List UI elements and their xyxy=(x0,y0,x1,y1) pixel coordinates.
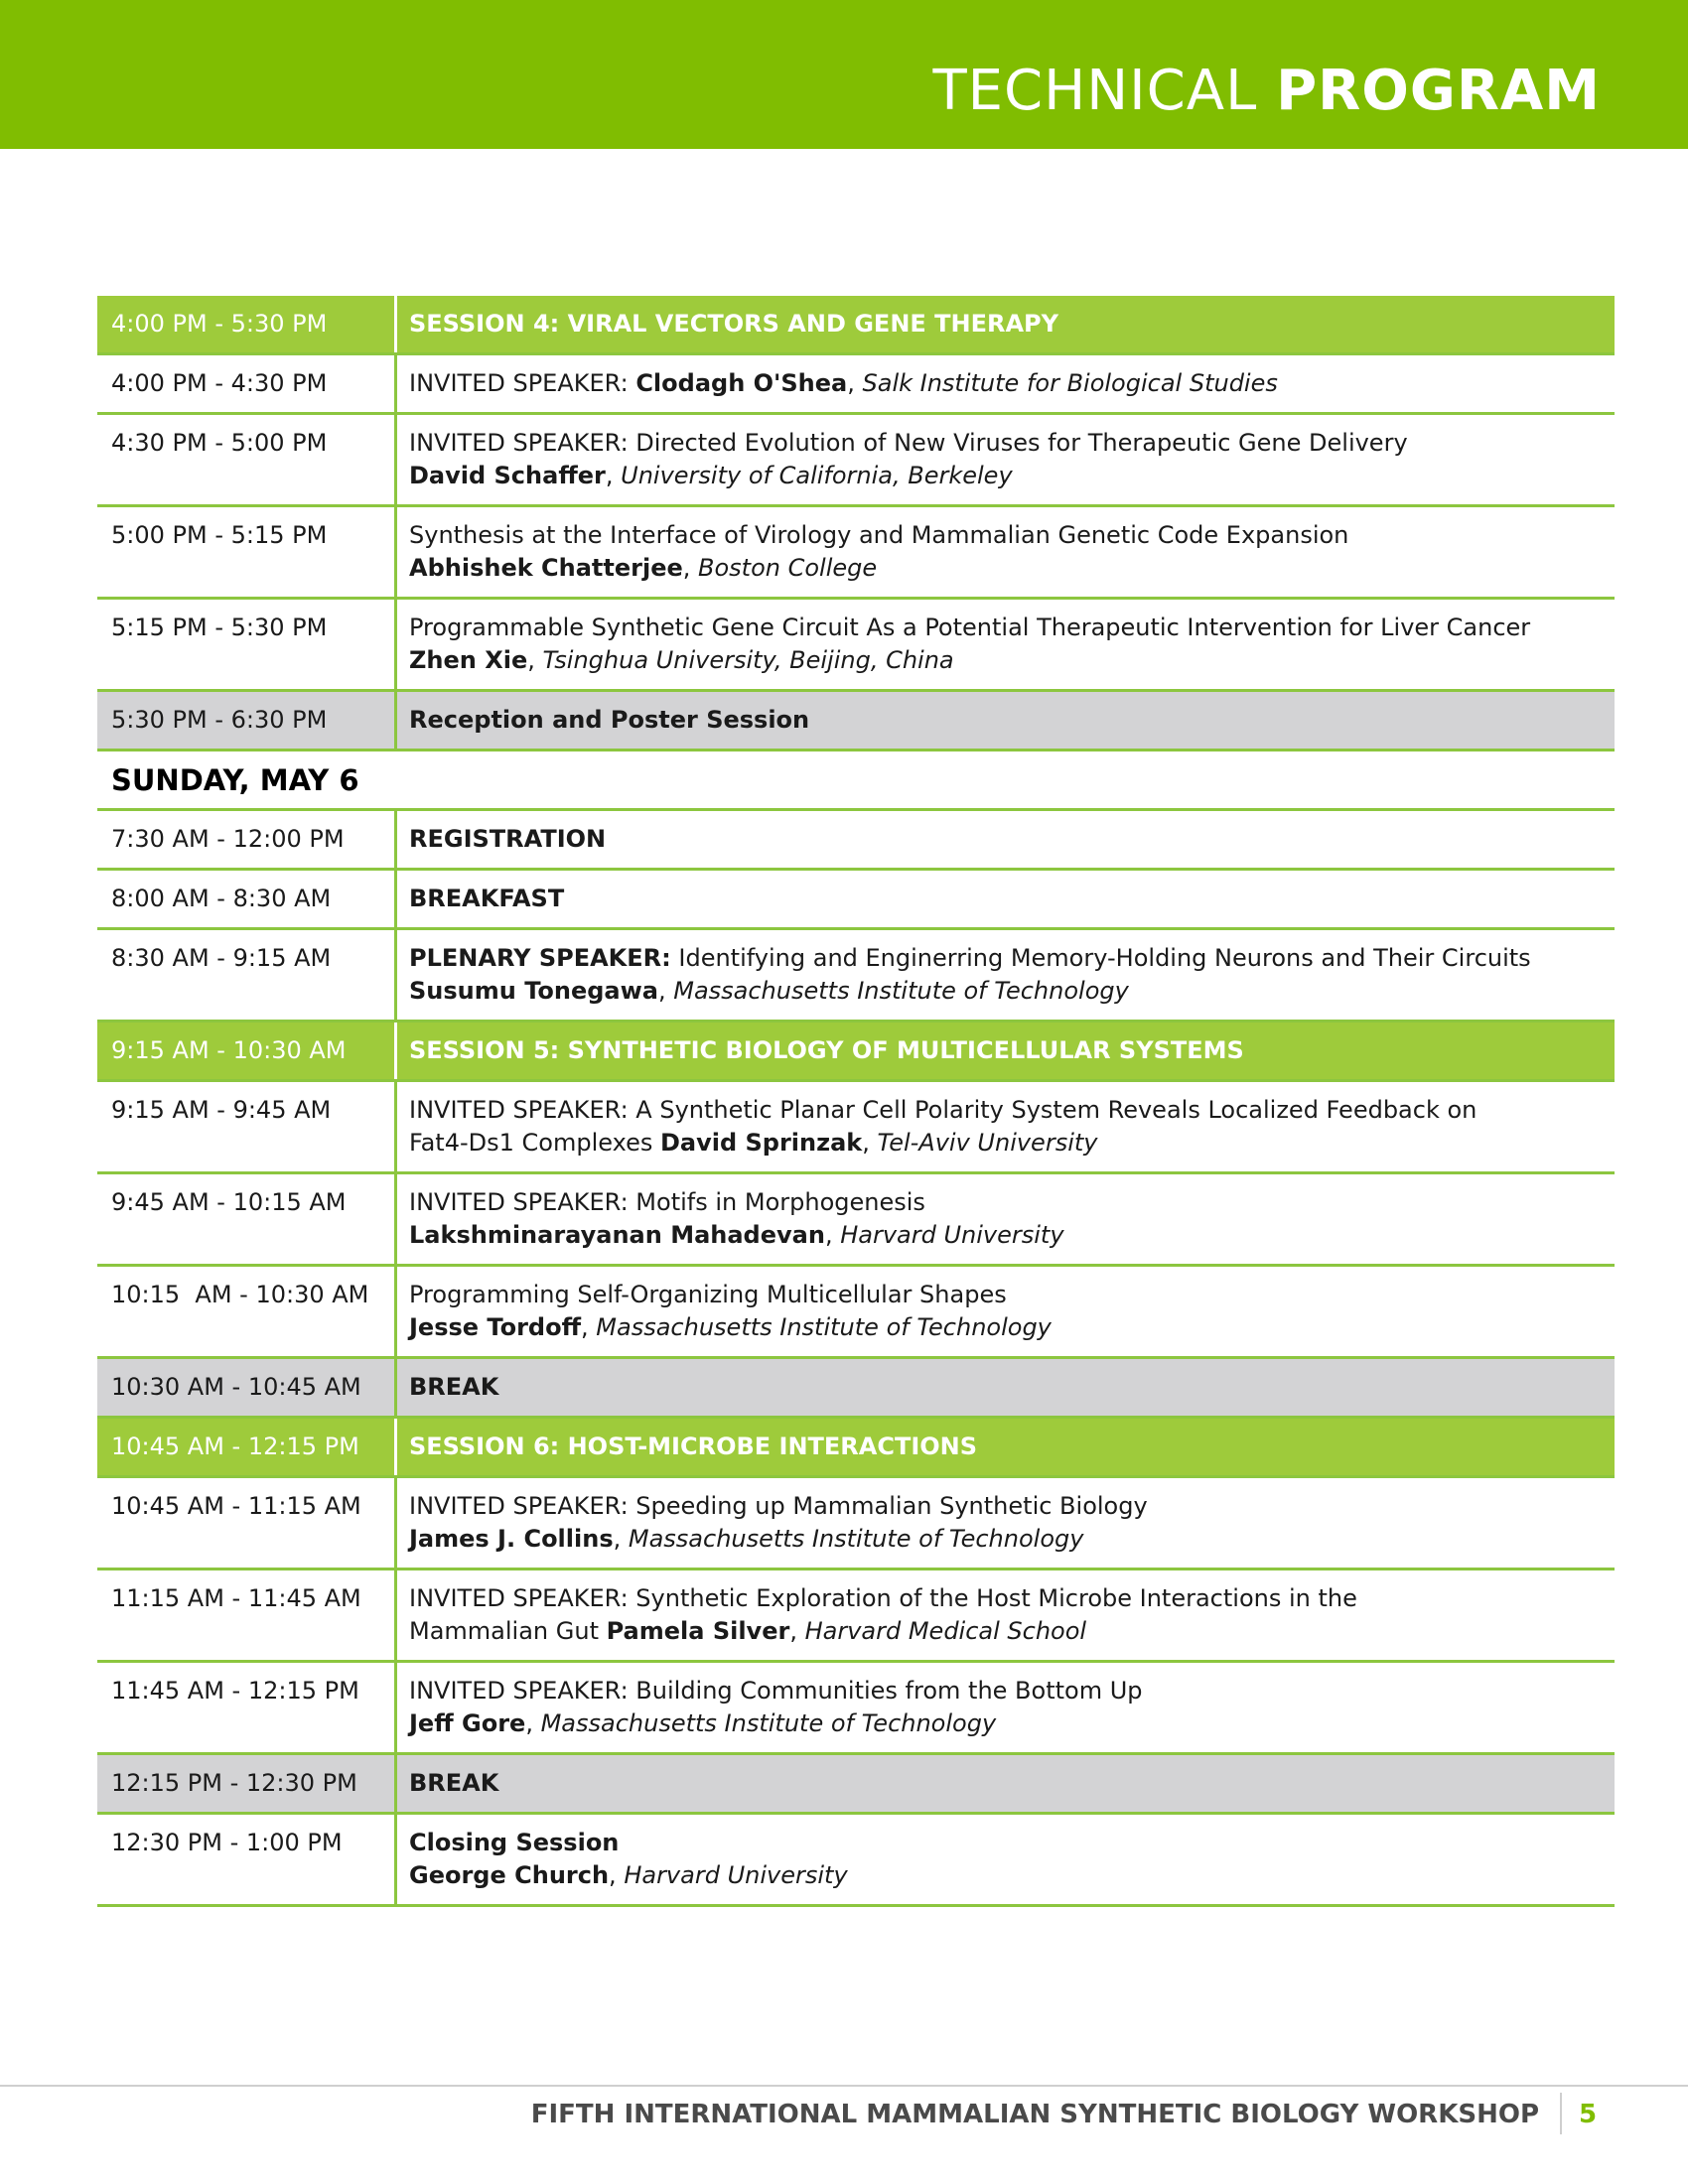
table-row xyxy=(97,1267,1615,1359)
day-heading: SUNDAY, MAY 6 xyxy=(97,751,1615,811)
table-row xyxy=(97,600,1615,692)
separator: , xyxy=(862,1129,878,1157)
time-cell: 9:15 AM - 10:30 AM xyxy=(97,1023,397,1079)
footer-separator xyxy=(1560,2093,1562,2134)
speaker-name: James J. Collins xyxy=(409,1525,614,1553)
talk-cell xyxy=(397,1570,1615,1660)
separator: , xyxy=(525,1709,541,1737)
talk-title-cont: Mammalian Gut xyxy=(409,1617,607,1645)
table-row xyxy=(97,1570,1615,1663)
talk-title: INVITED SPEAKER: A Synthetic Planar Cell Polarity System Reveals Localized Feedback on xyxy=(409,1096,1477,1124)
time-cell: 7:30 AM - 12:00 PM xyxy=(97,811,397,868)
speaker-name: Susumu Tonegawa xyxy=(409,977,658,1005)
time-cell: 11:15 AM - 11:45 AM xyxy=(97,1570,397,1660)
speaker-name: George Church xyxy=(409,1861,610,1889)
time-cell: 8:00 AM - 8:30 AM xyxy=(97,871,397,927)
break-title: BREAK xyxy=(409,1769,499,1797)
talk-title: Programmable Synthetic Gene Circuit As a Potential Therapeutic Intervention for Liver Cancer xyxy=(409,614,1531,641)
time-cell: 5:00 PM - 5:15 PM xyxy=(97,507,397,597)
table-row xyxy=(97,811,1615,871)
table-row xyxy=(97,871,1615,930)
talk-cell xyxy=(397,507,1615,597)
separator: , xyxy=(527,646,543,674)
talk-cell xyxy=(397,1174,1615,1264)
page-title-bold: PROGRAM xyxy=(1276,59,1601,123)
time-cell: 4:00 PM - 4:30 PM xyxy=(97,355,397,412)
time-cell: 12:15 PM - 12:30 PM xyxy=(97,1755,397,1812)
talk-title: Closing Session xyxy=(409,1829,620,1856)
speaker-name: Zhen Xie xyxy=(409,646,528,674)
affiliation: Harvard Medical School xyxy=(804,1617,1087,1645)
talk-title-cont: Fat4-Ds1 Complexes xyxy=(409,1129,660,1157)
talk-title: INVITED SPEAKER: Motifs in Morphogenesis xyxy=(409,1188,925,1216)
speaker-name: Clodagh O'Shea xyxy=(635,369,848,397)
talk-cell xyxy=(397,1478,1615,1568)
separator: , xyxy=(682,554,699,582)
talk-title: Programming Self-Organizing Multicellular Shapes xyxy=(409,1281,1007,1308)
speaker-name: David Schaffer xyxy=(409,462,606,489)
time-cell: 11:45 AM - 12:15 PM xyxy=(97,1663,397,1752)
schedule-table xyxy=(97,296,1615,1907)
table-row xyxy=(97,1174,1615,1267)
break-title: BREAK xyxy=(409,1373,499,1401)
session-row xyxy=(97,296,1615,355)
separator: , xyxy=(824,1221,841,1249)
speaker-prefix: PLENARY SPEAKER: xyxy=(409,944,671,972)
affiliation: Massachusetts Institute of Technology xyxy=(673,977,1129,1005)
speaker-name: Jesse Tordoff xyxy=(409,1313,582,1341)
affiliation: Massachusetts Institute of Technology xyxy=(628,1525,1084,1553)
separator: , xyxy=(789,1617,805,1645)
time-cell: 5:15 PM - 5:30 PM xyxy=(97,600,397,689)
table-row xyxy=(97,930,1615,1023)
break-row xyxy=(97,1755,1615,1815)
session-title: SESSION 4: VIRAL VECTORS AND GENE THERAPY xyxy=(409,310,1059,338)
talk-title: Identifying and Enginerring Memory-Holding Neurons and Their Circuits xyxy=(670,944,1531,972)
item-title: BREAKFAST xyxy=(409,885,565,912)
table-row xyxy=(97,415,1615,507)
page-title-light: TECHNICAL xyxy=(932,59,1277,123)
separator: , xyxy=(605,462,622,489)
speaker-name: Jeff Gore xyxy=(409,1709,526,1737)
session-row xyxy=(97,1023,1615,1082)
table-row xyxy=(97,1478,1615,1570)
talk-cell xyxy=(397,415,1615,504)
talk-title: INVITED SPEAKER: Building Communities from the Bottom Up xyxy=(409,1677,1143,1705)
separator: , xyxy=(581,1313,597,1341)
session-row xyxy=(97,1419,1615,1478)
page-number: 5 xyxy=(1579,2100,1598,2129)
separator: , xyxy=(657,977,674,1005)
affiliation: Salk Institute for Biological Studies xyxy=(862,369,1278,397)
time-cell: 4:00 PM - 5:30 PM xyxy=(97,296,397,352)
table-row xyxy=(97,355,1615,415)
talk-title: Synthesis at the Interface of Virology and Mammalian Genetic Code Expansion xyxy=(409,521,1349,549)
affiliation: Tsinghua University, Beijing, China xyxy=(542,646,954,674)
talk-cell xyxy=(397,1082,1615,1171)
time-cell: 4:30 PM - 5:00 PM xyxy=(97,415,397,504)
time-cell: 10:45 AM - 12:15 PM xyxy=(97,1419,397,1475)
talk-cell xyxy=(397,355,1615,412)
separator: , xyxy=(847,369,863,397)
break-row xyxy=(97,692,1615,751)
footer-rule xyxy=(0,2085,1688,2087)
talk-cell xyxy=(397,1663,1615,1752)
table-row xyxy=(97,1815,1615,1907)
item-title: REGISTRATION xyxy=(409,825,607,853)
header-bar xyxy=(0,0,1688,149)
affiliation: Tel-Aviv University xyxy=(877,1129,1098,1157)
page-title xyxy=(932,59,1601,123)
table-row xyxy=(97,507,1615,600)
affiliation: Harvard University xyxy=(624,1861,848,1889)
talk-title: INVITED SPEAKER: Synthetic Exploration of the Host Microbe Interactions in the xyxy=(409,1584,1357,1612)
time-cell: 8:30 AM - 9:15 AM xyxy=(97,930,397,1020)
time-cell: 12:30 PM - 1:00 PM xyxy=(97,1815,397,1904)
break-title: Reception and Poster Session xyxy=(409,706,810,734)
affiliation: Massachusetts Institute of Technology xyxy=(540,1709,997,1737)
separator: , xyxy=(613,1525,629,1553)
affiliation: Massachusetts Institute of Technology xyxy=(596,1313,1052,1341)
time-cell: 5:30 PM - 6:30 PM xyxy=(97,692,397,749)
speaker-name: David Sprinzak xyxy=(659,1129,863,1157)
time-cell: 9:45 AM - 10:15 AM xyxy=(97,1174,397,1264)
table-row xyxy=(97,1663,1615,1755)
speaker-prefix: INVITED SPEAKER: xyxy=(409,369,636,397)
affiliation: Harvard University xyxy=(840,1221,1064,1249)
talk-title: INVITED SPEAKER: Directed Evolution of New Viruses for Therapeutic Gene Delivery xyxy=(409,429,1408,457)
time-cell: 10:45 AM - 11:15 AM xyxy=(97,1478,397,1568)
talk-title: INVITED SPEAKER: Speeding up Mammalian Synthetic Biology xyxy=(409,1492,1148,1520)
footer-title: FIFTH INTERNATIONAL MAMMALIAN SYNTHETIC BIOLOGY WORKSHOP xyxy=(530,2100,1539,2129)
affiliation: University of California, Berkeley xyxy=(621,462,1013,489)
time-cell: 10:15 AM - 10:30 AM xyxy=(97,1267,397,1356)
talk-cell xyxy=(397,930,1615,1020)
separator: , xyxy=(609,1861,625,1889)
time-cell: 9:15 AM - 9:45 AM xyxy=(97,1082,397,1171)
talk-cell xyxy=(397,1267,1615,1356)
speaker-name: Lakshminarayanan Mahadevan xyxy=(409,1221,825,1249)
talk-cell xyxy=(397,600,1615,689)
session-title: SESSION 6: HOST-MICROBE INTERACTIONS xyxy=(409,1433,978,1460)
break-row xyxy=(97,1359,1615,1419)
table-row xyxy=(97,1082,1615,1174)
time-cell: 10:30 AM - 10:45 AM xyxy=(97,1359,397,1416)
speaker-name: Abhishek Chatterjee xyxy=(409,554,683,582)
talk-cell xyxy=(397,1815,1615,1904)
speaker-name: Pamela Silver xyxy=(606,1617,790,1645)
session-title: SESSION 5: SYNTHETIC BIOLOGY OF MULTICELLULAR SYSTEMS xyxy=(409,1036,1244,1064)
affiliation: Boston College xyxy=(698,554,878,582)
